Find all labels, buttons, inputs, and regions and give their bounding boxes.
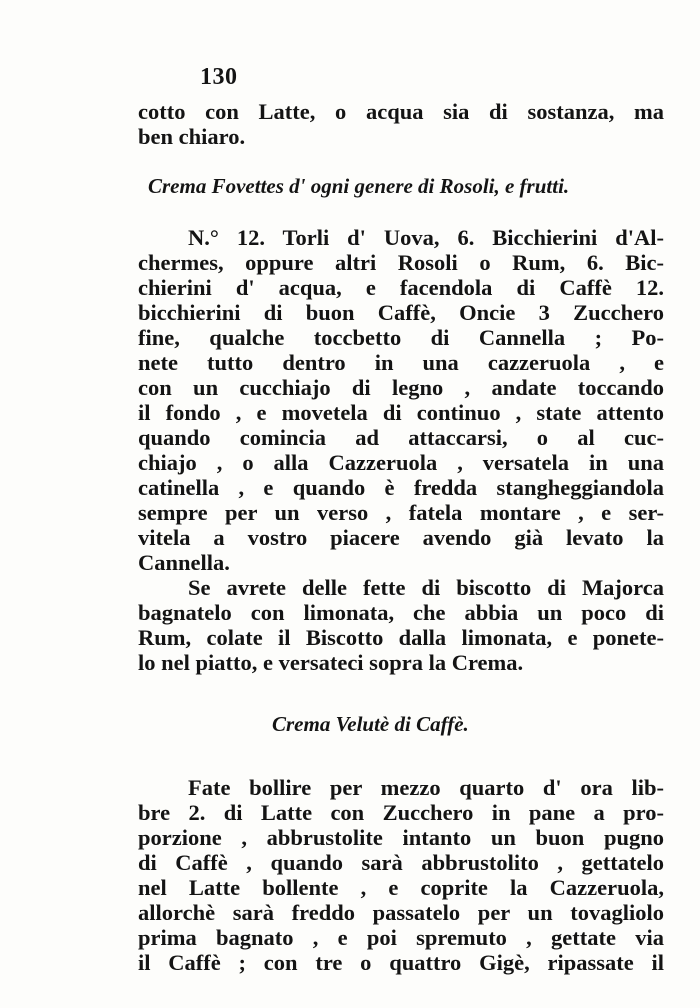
text-line: porzione , abbrustolite intanto un buon pugno [138,825,664,850]
text-line: chierini d' acqua, e facendola di Caffè 12. [138,275,664,300]
text-line: bagnatelo con limonata, che abbia un poco di [138,600,664,625]
text-line: bre 2. di Latte con Zucchero in pane a pro- [138,800,664,825]
text-line: chermes, oppure altri Rosoli o Rum, 6. Bic- [138,250,664,275]
text-line: di Caffè , quando sarà abbrustolito , gettatelo [138,850,664,875]
text-line: allorchè sarà freddo passatelo per un tovagliolo [138,900,664,925]
text-line: catinella , e quando è fredda stangheggiandola [138,475,664,500]
section-heading: Crema Fovettes d' ogni genere di Rosoli, e frutti. [148,174,570,198]
text-line: nel Latte bollente , e coprite la Cazzeruola, [138,875,664,900]
text-line: il Caffè ; con tre o quattro Gigè, ripassate il [138,950,664,975]
text-line: lo nel piatto, e versateci sopra la Crema. [138,650,524,675]
intro-line: ben chiaro. [138,124,246,149]
text-line: N.° 12. Torli d' Uova, 6. Bicchierini d'Al- [188,225,664,250]
text-line: sempre per un verso , fatela montare , e ser- [138,500,664,525]
text-line: il fondo , e movetela di continuo , state attento [138,400,664,425]
page-number: 130 [200,64,238,90]
text-line: Fate bollire per mezzo quarto d' ora lib- [188,775,664,800]
text-line: prima bagnato , e poi spremuto , gettate via [138,925,664,950]
text-line: con un cucchiajo di legno , andate toccando [138,375,664,400]
text-line: Cannella. [138,550,230,575]
text-line: chiajo , o alla Cazzeruola , versatela in una [138,450,664,475]
text-line: nete tutto dentro in una cazzeruola , e [138,350,664,375]
text-line: Rum, colate il Biscotto dalla limonata, e ponete- [138,625,664,650]
text-line: Se avrete delle fette di biscotto di Majorca [188,575,664,600]
section-heading: Crema Velutè di Caffè. [272,712,469,736]
text-line: bicchierini di buon Caffè, Oncie 3 Zucchero [138,300,664,325]
text-line: quando comincia ad attaccarsi, o al cuc- [138,425,664,450]
text-line: vitela a vostro piacere avendo già levato la [138,525,664,550]
text-line: fine, qualche toccbetto di Cannella ; Po- [138,325,664,350]
intro-line: cotto con Latte, o acqua sia di sostanza, ma [138,99,664,124]
